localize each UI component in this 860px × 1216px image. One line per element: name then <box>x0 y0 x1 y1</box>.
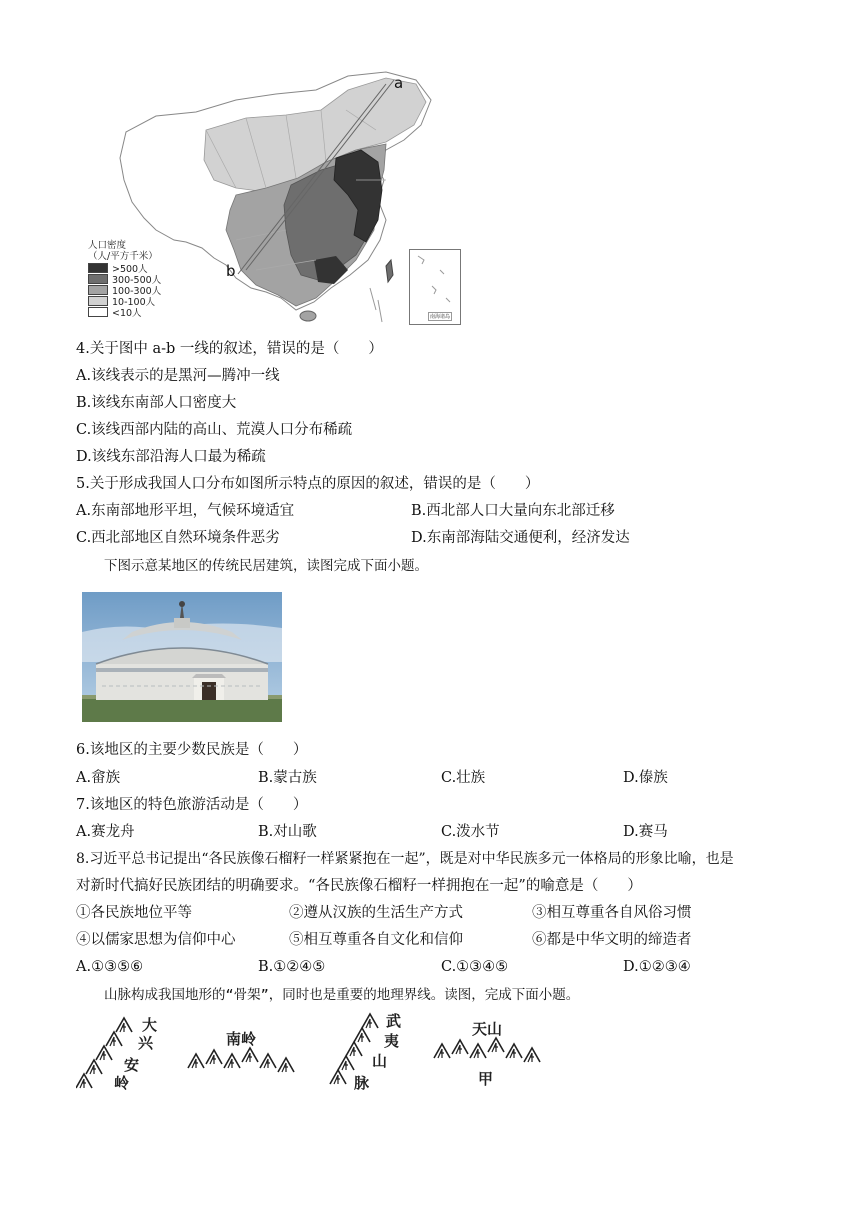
q7-option-d[interactable]: D.赛马 <box>623 824 668 840</box>
q8-stem-line2: 对新时代搞好民族团结的明确要求。“各民族像石榴籽一样拥抱在一起”的喻意是（ ） <box>76 878 642 894</box>
label-wu: 武 <box>386 1012 402 1030</box>
q4-option-a[interactable]: A.该线表示的是黑河—腾冲一线 <box>76 368 280 384</box>
label-mai: 脉 <box>354 1074 370 1092</box>
label-an: 安 <box>124 1056 140 1074</box>
q5-option-a[interactable]: A.东南部地形平坦，气候环境适宜 <box>76 503 295 519</box>
q8-option-b[interactable]: B.①②④⑤ <box>258 959 326 975</box>
label-shan: 山 <box>372 1052 388 1070</box>
q8-option-c[interactable]: C.①③④⑤ <box>441 959 509 975</box>
legend-item: <10人 <box>88 306 198 317</box>
mountain-symbol-nanling <box>186 1010 301 1095</box>
south-china-sea-inset <box>409 249 461 325</box>
mountain-daxinganling <box>76 1010 186 1095</box>
legend-item: 100-300人 <box>88 284 198 295</box>
q6-option-a[interactable]: A.畲族 <box>76 770 121 786</box>
label-xing: 兴 <box>138 1034 154 1052</box>
legend-swatch <box>88 263 108 273</box>
yurt-image <box>82 592 282 722</box>
legend-swatch <box>88 307 108 317</box>
q5-stem: 5.关于形成我国人口分布如图所示特点的原因的叙述，错误的是（ ） <box>76 476 540 492</box>
point-a-label: a <box>394 74 404 92</box>
q8-item-3: ③相互尊重各自风俗习惯 <box>532 905 692 921</box>
q8-item-1: ①各民族地位平等 <box>76 905 192 921</box>
q8-item-6: ⑥都是中华文明的缔造者 <box>532 932 692 948</box>
legend-item: 300-500人 <box>88 273 198 284</box>
q7-option-b[interactable]: B.对山歌 <box>258 824 317 840</box>
legend-item: 10-100人 <box>88 295 198 306</box>
q8-item-4: ④以儒家思想为信仰中心 <box>76 932 236 948</box>
q4-option-c[interactable]: C.该线西部内陆的高山、荒漠人口分布稀疏 <box>76 422 353 438</box>
mountain-wuyishan <box>326 1010 431 1095</box>
q6-option-b[interactable]: B.蒙古族 <box>258 770 317 786</box>
q8-option-d[interactable]: D.①②③④ <box>623 959 691 975</box>
q5-option-d[interactable]: D.东南部海陆交通便利，经济发达 <box>411 530 630 546</box>
legend-unit: （人/平方千米） <box>88 251 158 262</box>
q8-option-a[interactable]: A.①③⑤⑥ <box>76 959 144 975</box>
mountain-symbol-daxinganling <box>76 1010 186 1095</box>
legend-swatch <box>88 285 108 295</box>
mountain-tianshan <box>432 1010 547 1095</box>
point-b-label: b <box>226 262 236 280</box>
q4-stem: 4.关于图中 a-b 一线的叙述，错误的是（ ） <box>76 341 383 357</box>
intro-mountains: 山脉构成我国地形的“骨架”，同时也是重要的地理界线。读图，完成下面小题。 <box>104 987 580 1003</box>
q4-option-d[interactable]: D.该线东部沿海人口最为稀疏 <box>76 449 266 465</box>
intro-yurt: 下图示意某地区的传统民居建筑，读图完成下面小题。 <box>104 558 428 574</box>
q8-stem-line1: 8.习近平总书记提出“各民族像石榴籽一样紧紧抱在一起”，既是对中华民族多元一体格局的形象比喻，也是 <box>76 851 734 867</box>
legend-swatch <box>88 296 108 306</box>
legend-item: >500人 <box>88 262 198 273</box>
inset-label: 南海诸岛 <box>430 314 451 320</box>
q6-option-c[interactable]: C.壮族 <box>441 770 486 786</box>
label-jia: 甲 <box>478 1070 494 1088</box>
label-ling: 岭 <box>114 1074 130 1092</box>
q5-option-c[interactable]: C.西北部地区自然环境条件恶劣 <box>76 530 280 546</box>
q6-stem: 6.该地区的主要少数民族是（ ） <box>76 742 308 758</box>
mountain-nanling <box>186 1010 301 1095</box>
q4-option-b[interactable]: B.该线东南部人口密度大 <box>76 395 237 411</box>
legend-swatch <box>88 274 108 284</box>
q6-option-d[interactable]: D.傣族 <box>623 770 668 786</box>
yurt-photo <box>82 592 282 722</box>
label-tianshan: 天山 <box>472 1020 503 1038</box>
q8-item-2: ②遵从汉族的生活生产方式 <box>289 905 463 921</box>
legend-title: 人口密度 <box>88 240 127 251</box>
q8-item-5: ⑤相互尊重各自文化和信仰 <box>289 932 463 948</box>
q5-option-b[interactable]: B.西北部人口大量向东北部迁移 <box>411 503 615 519</box>
q7-stem: 7.该地区的特色旅游活动是（ ） <box>76 797 308 813</box>
label-da: 大 <box>142 1016 158 1034</box>
q7-option-c[interactable]: C.泼水节 <box>441 824 500 840</box>
map-legend <box>88 240 198 317</box>
label-nanling: 南岭 <box>226 1030 257 1048</box>
label-yi: 夷 <box>384 1032 400 1050</box>
q7-option-a[interactable]: A.赛龙舟 <box>76 824 135 840</box>
